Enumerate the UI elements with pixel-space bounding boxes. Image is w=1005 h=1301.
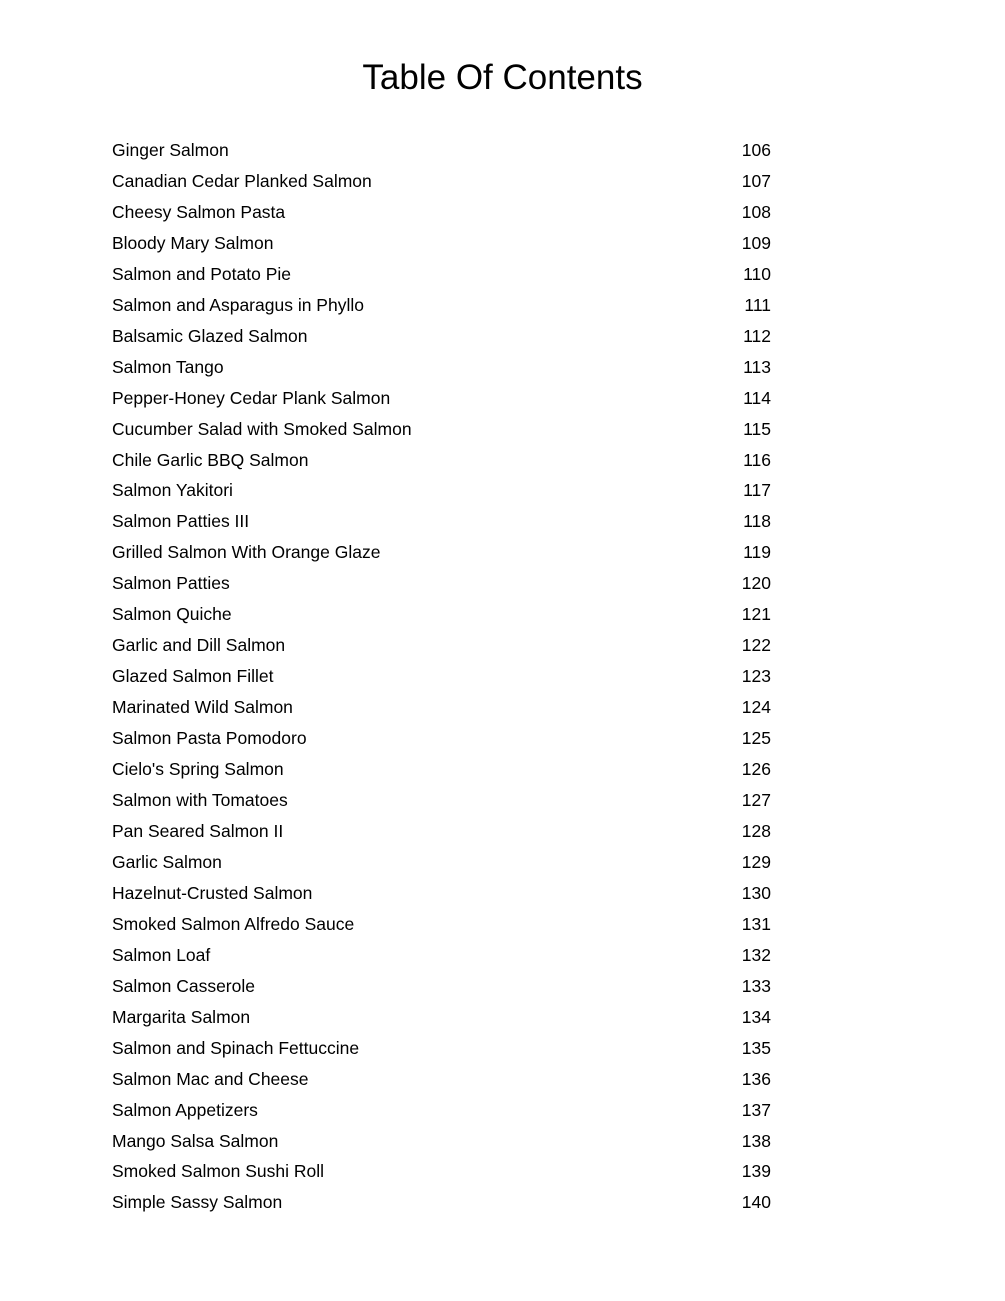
toc-row — [112, 290, 771, 321]
toc-entry-title: Mango Salsa Salmon — [112, 1130, 279, 1151]
toc-row — [112, 1126, 771, 1157]
toc-entry-title: Salmon with Tomatoes — [112, 790, 288, 811]
toc-row — [112, 1064, 771, 1095]
toc-row — [112, 909, 771, 940]
toc-row — [112, 1002, 771, 1033]
toc-row — [112, 816, 771, 847]
toc-entry-title: Salmon Patties — [112, 573, 230, 594]
toc-entry-title: Smoked Salmon Sushi Roll — [112, 1161, 325, 1182]
toc-row — [112, 568, 771, 599]
toc-entry-title: Grilled Salmon With Orange Glaze — [112, 542, 381, 563]
toc-row — [112, 383, 771, 414]
toc-entry-title: Smoked Salmon Alfredo Sauce — [112, 913, 355, 934]
toc-row — [112, 259, 771, 290]
toc-entry-page: 140 — [741, 1192, 771, 1213]
toc-entry-title: Salmon Mac and Cheese — [112, 1068, 309, 1089]
toc-row — [112, 599, 771, 630]
toc-entry-page: 108 — [741, 201, 771, 222]
toc-entry-title: Balsamic Glazed Salmon — [112, 325, 308, 346]
toc-entry-page: 117 — [743, 480, 771, 501]
toc-entry-title: Marinated Wild Salmon — [112, 697, 293, 718]
toc-entry-page: 134 — [741, 1006, 771, 1027]
toc-row — [112, 445, 771, 476]
toc-entry-title: Salmon and Asparagus in Phyllo — [112, 294, 364, 315]
toc-entry-page: 113 — [743, 356, 771, 377]
toc-entry-page: 130 — [741, 882, 771, 903]
toc-entry-page: 131 — [741, 913, 771, 934]
toc-entry-title: Salmon Tango — [112, 356, 224, 377]
toc-row — [112, 692, 771, 723]
toc-entry-page: 135 — [741, 1037, 771, 1058]
toc-entry-page: 115 — [743, 418, 771, 439]
toc-entry-page: 114 — [743, 387, 771, 408]
toc-row — [112, 228, 771, 259]
toc-entry-page: 136 — [741, 1068, 771, 1089]
toc-entry-title: Simple Sassy Salmon — [112, 1192, 283, 1213]
toc-entry-page: 119 — [743, 542, 771, 563]
toc-row — [112, 940, 771, 971]
toc-entry-page: 137 — [741, 1099, 771, 1120]
toc-entry-title: Ginger Salmon — [112, 140, 229, 160]
toc-row — [112, 661, 771, 692]
toc-entry-page: 110 — [743, 263, 771, 284]
toc-entry-title: Cucumber Salad with Smoked Salmon — [112, 418, 412, 439]
page-title: Table Of Contents — [362, 58, 643, 97]
toc-entry-page: 118 — [743, 511, 771, 532]
toc-row — [112, 414, 771, 445]
toc-row — [112, 1095, 771, 1126]
toc-entry-title: Pan Seared Salmon II — [112, 820, 284, 841]
toc-entry-page: 109 — [741, 232, 771, 253]
toc-entry-page: 132 — [741, 944, 771, 965]
toc-entry-page: 120 — [741, 573, 771, 594]
toc-entry-page: 107 — [741, 170, 771, 191]
toc-row — [112, 785, 771, 816]
toc-entry-title: Salmon Appetizers — [112, 1099, 258, 1120]
toc-entry-title: Salmon Casserole — [112, 975, 255, 996]
toc-row — [112, 166, 771, 197]
toc-entry-title: Salmon Loaf — [112, 944, 211, 965]
toc-row — [112, 352, 771, 383]
toc-entry-title: Garlic Salmon — [112, 851, 222, 872]
toc-entry-page: 116 — [743, 449, 771, 470]
toc-entry-title: Pepper-Honey Cedar Plank Salmon — [112, 387, 391, 408]
toc-row — [112, 847, 771, 878]
toc-entry-page: 124 — [741, 697, 771, 718]
toc-row — [112, 1033, 771, 1064]
toc-entry-title: Canadian Cedar Planked Salmon — [112, 170, 372, 191]
toc-entry-page: 122 — [741, 635, 771, 656]
toc-entry-title: Salmon Yakitori — [112, 480, 233, 501]
toc-entry-page: 121 — [741, 604, 771, 625]
toc-entry-title: Cheesy Salmon Pasta — [112, 201, 286, 222]
toc-entry-page: 125 — [741, 728, 771, 749]
toc-row — [112, 321, 771, 352]
toc-entry-title: Salmon and Potato Pie — [112, 263, 292, 284]
toc-entry-page: 112 — [743, 325, 771, 346]
toc-row — [112, 1187, 771, 1218]
toc-entry-title: Chile Garlic BBQ Salmon — [112, 449, 309, 470]
toc-row — [112, 754, 771, 785]
toc-entry-page: 111 — [744, 294, 771, 315]
toc-row — [112, 135, 771, 166]
table-of-contents — [112, 135, 771, 1218]
toc-entry-page: 139 — [741, 1161, 771, 1182]
toc-entry-page: 127 — [741, 790, 771, 811]
toc-entry-title: Hazelnut-Crusted Salmon — [112, 882, 313, 903]
toc-entry-title: Garlic and Dill Salmon — [112, 635, 286, 656]
toc-entry-title: Glazed Salmon Fillet — [112, 666, 274, 687]
toc-entry-page: 133 — [741, 975, 771, 996]
toc-entry-page: 123 — [741, 666, 771, 687]
toc-row — [112, 475, 771, 506]
toc-entry-title: Salmon Quiche — [112, 604, 232, 625]
toc-entry-page: 129 — [741, 851, 771, 872]
toc-row — [112, 630, 771, 661]
toc-entry-page: 138 — [741, 1130, 771, 1151]
toc-entry-page: 126 — [741, 759, 771, 780]
toc-row — [112, 537, 771, 568]
toc-entry-title: Salmon Pasta Pomodoro — [112, 728, 307, 749]
toc-entry-title: Cielo's Spring Salmon — [112, 759, 284, 780]
toc-row — [112, 506, 771, 537]
toc-entry-page: 106 — [741, 140, 771, 160]
toc-row — [112, 197, 771, 228]
toc-entry-title: Salmon Patties III — [112, 511, 250, 532]
toc-row — [112, 1156, 771, 1187]
toc-entry-title: Margarita Salmon — [112, 1006, 251, 1027]
toc-entry-title: Bloody Mary Salmon — [112, 232, 274, 253]
toc-entry-page: 128 — [741, 820, 771, 841]
toc-entry-title: Salmon and Spinach Fettuccine — [112, 1037, 360, 1058]
toc-row — [112, 723, 771, 754]
toc-row — [112, 878, 771, 909]
toc-row — [112, 971, 771, 1002]
